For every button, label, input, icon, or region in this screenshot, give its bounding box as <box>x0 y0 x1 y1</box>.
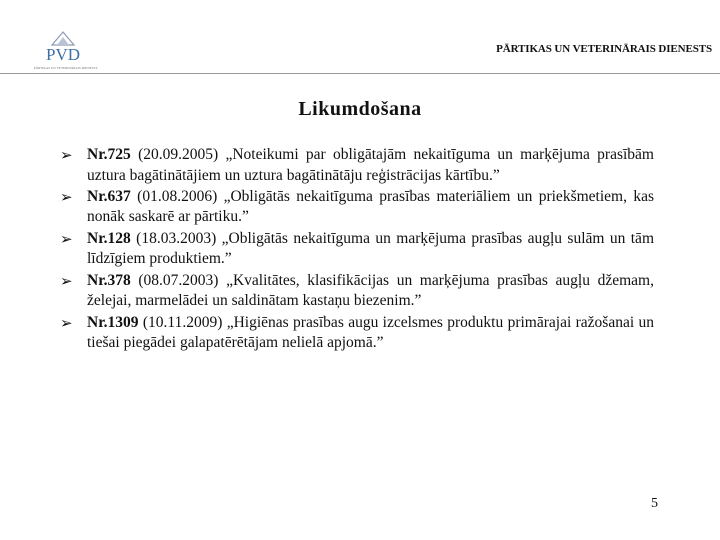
item-number: Nr.378 <box>87 271 131 289</box>
item-text: (18.03.2003) „Obligātās nekaitīguma un marķējuma prasības augļu sulām un tām līdzīgiem produktiem.” <box>87 229 654 268</box>
arrow-bullet-icon: ➢ <box>60 229 73 248</box>
page-number: 5 <box>651 496 658 511</box>
list-item <box>60 145 654 186</box>
logo-text: PVD <box>45 45 81 64</box>
organization-name: PĀRTIKAS UN VETERINĀRAIS DIENESTS <box>496 43 712 55</box>
list-item <box>60 313 654 354</box>
item-text: (08.07.2003) „Kvalitātes, klasifikācijas un marķējuma prasības augļu džemam, želejai, marmelādei un saldinātam kastaņu biezenim.” <box>87 271 654 310</box>
item-number: Nr.128 <box>87 229 131 247</box>
item-number: Nr.725 <box>87 146 131 163</box>
list-item <box>60 187 654 228</box>
arrow-bullet-icon: ➢ <box>60 313 73 332</box>
list-item <box>60 271 654 312</box>
arrow-bullet-icon: ➢ <box>60 187 73 206</box>
arrow-bullet-icon: ➢ <box>60 146 73 164</box>
logo-subtitle: PĀRTIKAS UN VETERINĀRAIS DIENESTS <box>34 66 98 70</box>
item-text: (01.08.2006) „Obligātās nekaitīguma prasības materiāliem un priekšmetiem, kas nonāk saskarē ar pārtiku.” <box>87 187 654 226</box>
item-text: (20.09.2005) „Noteikumi par obligātajām nekaitīguma un marķējuma prasībām uztura bagātinātājiem un uztura bagātinātāju reģistrācijas kārtību.” <box>87 146 654 184</box>
page-title: Likumdošana <box>298 98 422 120</box>
header-divider <box>0 73 720 74</box>
legislation-list <box>60 145 654 354</box>
item-number: Nr.1309 <box>87 313 139 331</box>
list-item <box>60 229 654 270</box>
item-text: (10.11.2009) „Higiēnas prasības augu izcelsmes produktu primārajai ražošanai un tiešai piegādei galapatērētājam nelielā apjomā.” <box>87 313 654 352</box>
arrow-bullet-icon: ➢ <box>60 271 73 290</box>
item-number: Nr.637 <box>87 187 131 205</box>
